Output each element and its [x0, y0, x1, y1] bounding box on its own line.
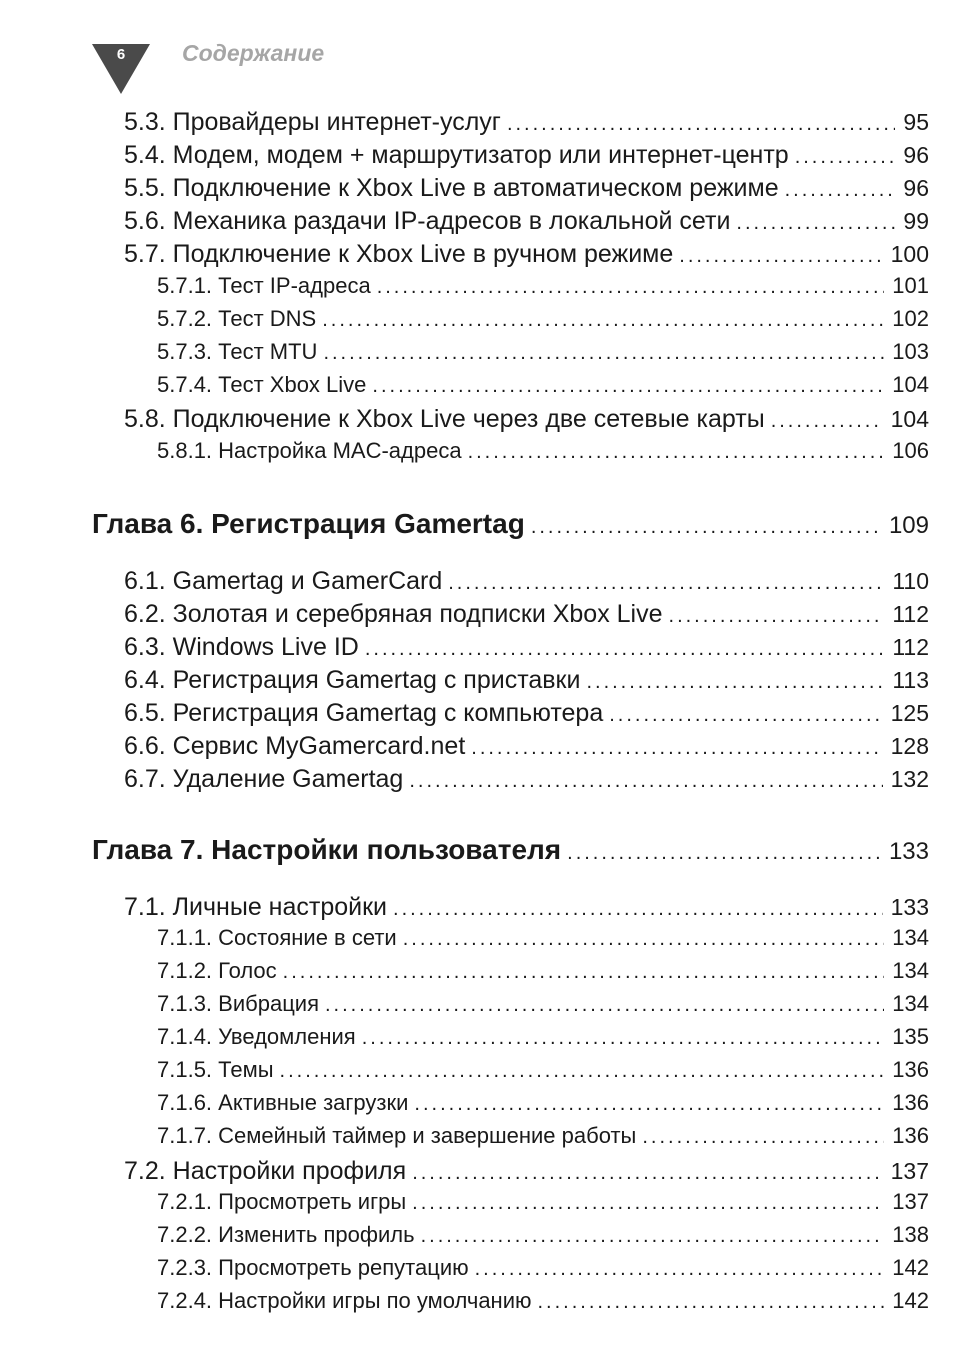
- entry-page-number: 95: [903, 109, 929, 135]
- entry-page-number: 103: [892, 339, 929, 364]
- entry-title: 5.7.2. Тест DNS: [157, 306, 317, 331]
- entry-page-number: 109: [888, 512, 929, 539]
- dot-leader: [531, 516, 881, 539]
- dot-leader: [785, 179, 896, 202]
- toc-entry: [157, 1123, 929, 1149]
- dot-leader: [377, 276, 885, 299]
- dot-leader: [669, 605, 885, 628]
- dot-leader: [538, 1291, 885, 1314]
- entry-title: 5.8. Подключение к Xbox Live через две сетевые карты: [124, 405, 765, 433]
- dot-leader: [421, 1225, 885, 1248]
- dot-leader: [507, 113, 895, 136]
- dot-leader: [567, 842, 881, 865]
- entry-title: 7.1.4. Уведомления: [157, 1024, 356, 1049]
- dot-leader: [322, 309, 884, 332]
- toc-entry: [124, 699, 929, 728]
- toc-entry: [124, 141, 929, 170]
- entry-page-number: 96: [903, 175, 929, 201]
- dot-leader: [609, 704, 882, 727]
- toc-entry: [124, 633, 929, 662]
- entry-page-number: 102: [892, 306, 929, 331]
- dot-leader: [283, 961, 885, 984]
- toc-entry: [124, 240, 929, 269]
- dot-leader: [409, 770, 882, 793]
- entry-page-number: 101: [892, 273, 929, 298]
- dot-leader: [448, 572, 884, 595]
- entry-page-number: 142: [892, 1288, 929, 1313]
- entry-page-number: 135: [892, 1024, 929, 1049]
- entry-title: 5.6. Механика раздачи IP-адресов в локальной сети: [124, 207, 731, 235]
- entry-title: 6.6. Сервис MyGamercard.net: [124, 732, 466, 760]
- toc-entry: [124, 765, 929, 794]
- entry-page-number: 99: [903, 208, 929, 234]
- entry-page-number: 106: [892, 438, 929, 463]
- entry-page-number: 104: [890, 406, 929, 432]
- toc-entry: [124, 174, 929, 203]
- dot-leader: [736, 212, 895, 235]
- toc-entry: [124, 207, 929, 236]
- entry-title: 5.7.3. Тест MTU: [157, 339, 318, 364]
- entry-title: 7.2.4. Настройки игры по умолчанию: [157, 1288, 532, 1313]
- toc-entry: [157, 1288, 929, 1314]
- dot-leader: [586, 671, 884, 694]
- dot-leader: [475, 1258, 885, 1281]
- entry-title: 6.2. Золотая и серебряная подписки Xbox Live: [124, 600, 663, 628]
- entry-title: 5.7.4. Тест Xbox Live: [157, 372, 367, 397]
- dot-leader: [393, 898, 883, 921]
- dot-leader: [280, 1060, 885, 1083]
- toc-entry: [124, 405, 929, 434]
- toc-entry: [124, 600, 929, 629]
- entry-page-number: 132: [890, 766, 929, 792]
- entry-page-number: 138: [892, 1222, 929, 1247]
- toc-entry: [124, 732, 929, 761]
- entry-page-number: 136: [892, 1123, 929, 1148]
- dot-leader: [412, 1162, 882, 1185]
- toc-entry: [157, 1255, 929, 1281]
- dot-leader: [679, 245, 882, 268]
- dot-leader: [403, 928, 885, 951]
- toc-entry: [157, 438, 929, 464]
- dot-leader: [771, 410, 883, 433]
- entry-title: 6.4. Регистрация Gamertag с приставки: [124, 666, 581, 694]
- toc-entry: [157, 339, 929, 365]
- dot-leader: [642, 1126, 884, 1149]
- entry-page-number: 137: [892, 1189, 929, 1214]
- entry-title: 5.5. Подключение к Xbox Live в автоматическом режиме: [124, 174, 779, 202]
- dot-leader: [414, 1093, 884, 1116]
- dot-leader: [362, 1027, 885, 1050]
- toc-entry: [124, 893, 929, 922]
- entry-title: 7.1.3. Вибрация: [157, 991, 319, 1016]
- entry-title: 5.3. Провайдеры интернет-услуг: [124, 108, 501, 136]
- entry-title: 6.3. Windows Live ID: [124, 633, 359, 661]
- toc-entry: [157, 1057, 929, 1083]
- toc-entry: [124, 108, 929, 137]
- toc-entry: [157, 1090, 929, 1116]
- entry-page-number: 134: [892, 958, 929, 983]
- entry-page-number: 128: [890, 733, 929, 759]
- entry-title: 7.2.2. Изменить профиль: [157, 1222, 415, 1247]
- entry-page-number: 136: [892, 1090, 929, 1115]
- entry-title: 7.2.3. Просмотреть репутацию: [157, 1255, 469, 1280]
- entry-page-number: 137: [890, 1158, 929, 1184]
- dot-leader: [372, 375, 884, 398]
- entry-title: 7.1.5. Темы: [157, 1057, 274, 1082]
- dot-leader: [795, 146, 896, 169]
- dot-leader: [468, 441, 885, 464]
- dot-leader: [365, 638, 885, 661]
- entry-title: 7.1. Личные настройки: [124, 893, 388, 921]
- entry-title: Глава 7. Настройки пользователя: [92, 834, 562, 865]
- entry-title: 5.8.1. Настройка MAC-адреса: [157, 438, 462, 463]
- entry-title: 7.1.7. Семейный таймер и завершение работы: [157, 1123, 637, 1148]
- entry-title: 5.7.1. Тест IP-адреса: [157, 273, 371, 298]
- chapter-entry: [92, 834, 929, 866]
- entry-title: Глава 6. Регистрация Gamertag: [92, 508, 525, 539]
- entry-title: 6.5. Регистрация Gamertag с компьютера: [124, 699, 604, 727]
- toc-entry: [157, 306, 929, 332]
- entry-page-number: 110: [892, 568, 929, 594]
- entry-page-number: 96: [903, 142, 929, 168]
- entry-title: 6.7. Удаление Gamertag: [124, 765, 404, 793]
- toc-entry: [157, 273, 929, 299]
- toc-entry: [157, 1222, 929, 1248]
- entry-page-number: 136: [892, 1057, 929, 1082]
- entry-title: 5.4. Модем, модем + маршрутизатор или интернет-центр: [124, 141, 789, 169]
- entry-title: 7.2. Настройки профиля: [124, 1157, 407, 1185]
- dot-leader: [323, 342, 884, 365]
- entry-page-number: 133: [888, 838, 929, 865]
- entry-title: 7.1.2. Голос: [157, 958, 277, 983]
- toc-entry: [157, 1024, 929, 1050]
- toc-entry: [157, 372, 929, 398]
- entry-page-number: 104: [892, 372, 929, 397]
- entry-page-number: 133: [890, 894, 929, 920]
- entry-title: 5.7. Подключение к Xbox Live в ручном режиме: [124, 240, 674, 268]
- entry-title: 7.1.6. Активные загрузки: [157, 1090, 409, 1115]
- entry-title: 7.1.1. Состояние в сети: [157, 925, 397, 950]
- toc-entry: [124, 1157, 929, 1186]
- toc-entry: [157, 1189, 929, 1215]
- entry-page-number: 134: [892, 925, 929, 950]
- toc-entry: [124, 567, 929, 596]
- running-title: Содержание: [182, 40, 325, 66]
- entry-page-number: 113: [892, 667, 929, 693]
- entry-title: 7.2.1. Просмотреть игры: [157, 1189, 407, 1214]
- entry-page-number: 134: [892, 991, 929, 1016]
- entry-page-number: 125: [890, 700, 929, 726]
- dot-leader: [412, 1192, 884, 1215]
- chapter-entry: [92, 508, 929, 540]
- entry-page-number: 142: [892, 1255, 929, 1280]
- page-header: [0, 0, 957, 110]
- entry-page-number: 100: [890, 241, 929, 267]
- entry-page-number: 112: [892, 601, 929, 627]
- dot-leader: [325, 994, 884, 1017]
- toc-entry: [124, 666, 929, 695]
- toc-entry: [157, 958, 929, 984]
- toc-entry: [157, 991, 929, 1017]
- toc-entry: [157, 925, 929, 951]
- dot-leader: [471, 737, 882, 760]
- entry-title: 6.1. Gamertag и GamerCard: [124, 567, 443, 595]
- entry-page-number: 112: [892, 634, 929, 660]
- page-number: 6: [116, 46, 126, 63]
